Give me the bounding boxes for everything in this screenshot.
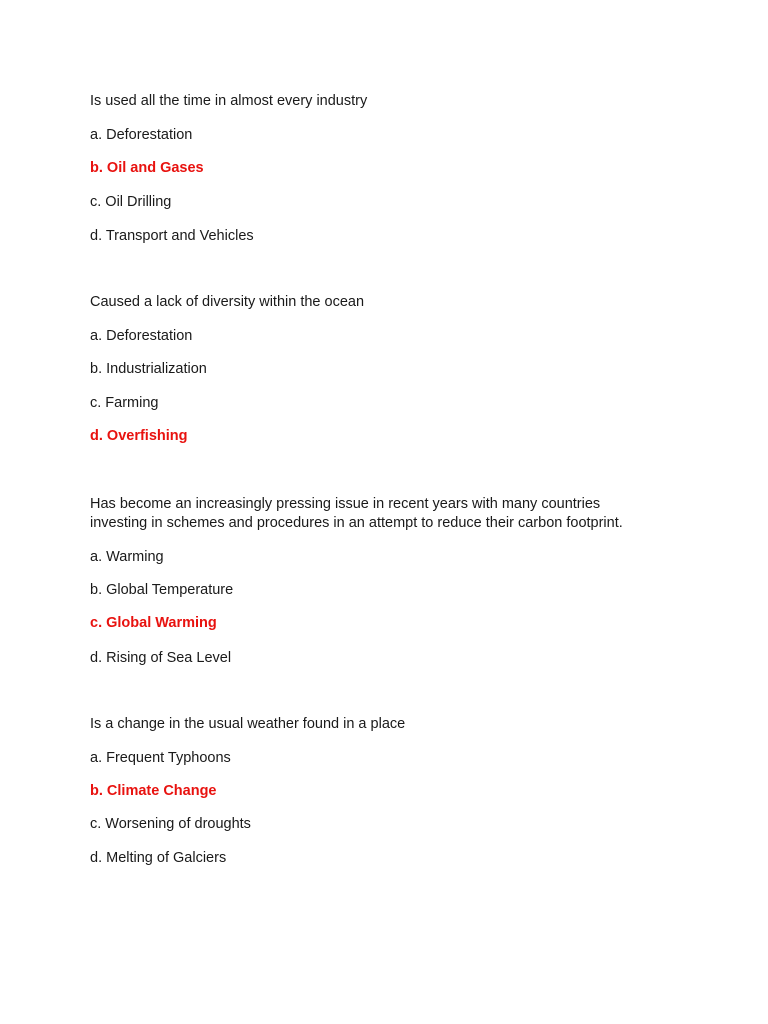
- question-3-prompt-line-1: Has become an increasingly pressing issue in recent years with many countries: [90, 496, 601, 512]
- question-1-option-b-correct: b. Oil and Gases: [90, 160, 204, 176]
- question-4-prompt: Is a change in the usual weather found in a place: [90, 716, 406, 732]
- question-1-option-d: d. Transport and Vehicles: [90, 228, 254, 244]
- question-1-option-c: c. Oil Drilling: [90, 194, 172, 210]
- question-4-option-a: a. Frequent Typhoons: [90, 750, 231, 766]
- question-2-prompt: Caused a lack of diversity within the ocean: [90, 294, 365, 310]
- question-3-prompt-line-2: investing in schemes and procedures in an attempt to reduce their carbon footprint.: [90, 515, 623, 531]
- question-1-option-a: a. Deforestation: [90, 127, 193, 143]
- question-3-option-d: d. Rising of Sea Level: [90, 650, 232, 666]
- question-3-option-b: b. Global Temperature: [90, 582, 234, 598]
- question-2-option-c: c. Farming: [90, 395, 159, 411]
- question-2-option-d-correct: d. Overfishing: [90, 428, 188, 444]
- question-3-option-c-correct: c. Global Warming: [90, 615, 217, 631]
- question-4-option-d: d. Melting of Galciers: [90, 850, 227, 866]
- question-4-option-c: c. Worsening of droughts: [90, 816, 251, 832]
- question-3-option-a: a. Warming: [90, 549, 164, 565]
- question-2-option-a: a. Deforestation: [90, 328, 193, 344]
- question-4-option-b-correct: b. Climate Change: [90, 783, 217, 799]
- question-1-prompt: Is used all the time in almost every industry: [90, 93, 368, 109]
- question-2-option-b: b. Industrialization: [90, 361, 207, 377]
